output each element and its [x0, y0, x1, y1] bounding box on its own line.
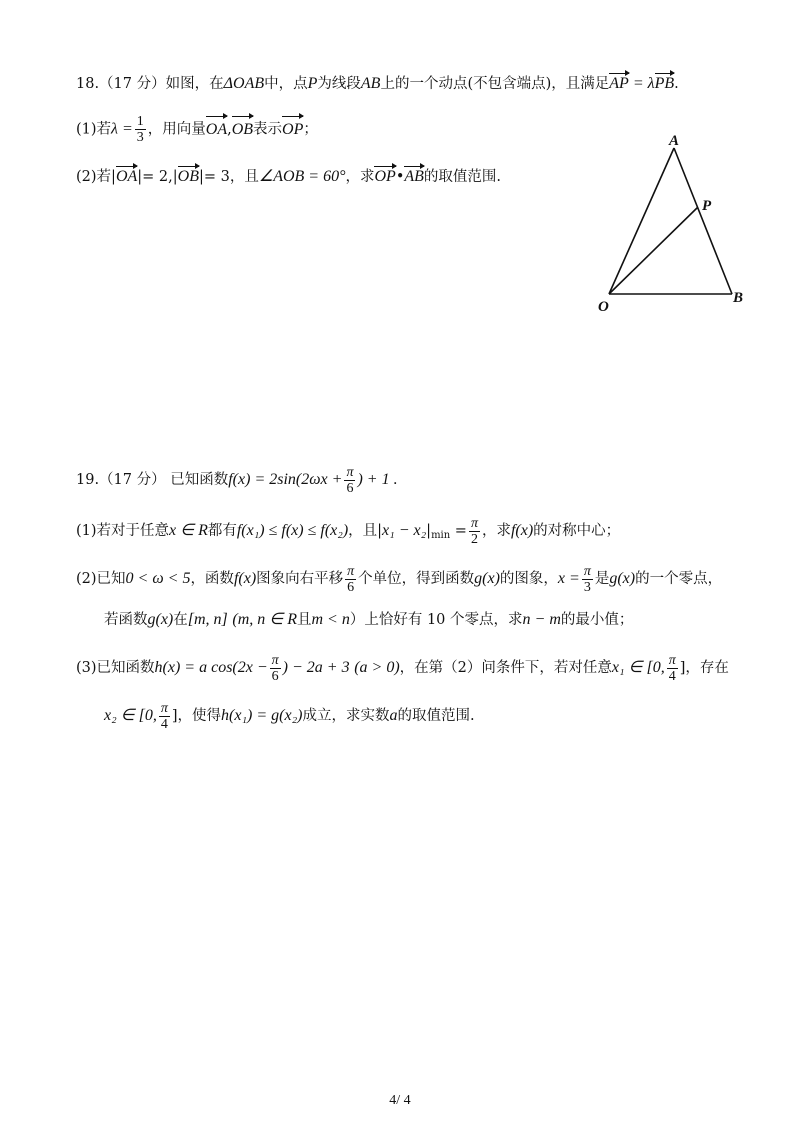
label-o: O	[598, 299, 609, 315]
q18-p1-text: ，用向量	[147, 121, 206, 138]
q19-p2-text: (2)已知	[76, 571, 126, 587]
q19-p2-math: 0 < ω < 5	[125, 570, 191, 587]
q19-p1-text: (1)若对于任意	[76, 523, 170, 539]
q19-p3-math: (a > 0)	[354, 659, 400, 676]
q18-text: 上的一个动点(不包含端点)，且满足	[380, 76, 610, 92]
q18-lambda: λ =	[111, 120, 133, 138]
q19-p2-text: 是	[594, 571, 610, 587]
q18-text: 为线段	[317, 76, 361, 92]
fraction-pi-3	[582, 564, 593, 595]
vector-ob: OB	[178, 165, 199, 189]
q18-p1-text: ,	[227, 121, 232, 138]
q19-p3b-math: x₂ ∈ [0,	[104, 707, 157, 724]
frac-num: π	[271, 652, 279, 668]
q19-p2-math: g(x)	[609, 570, 636, 587]
q18-p2-text: 的取值范围.	[423, 169, 502, 185]
q18-number: 18.（17 分）如图，在	[76, 76, 224, 92]
q19-p3-text: ，在第（2）问条件下，若对任意	[399, 660, 612, 676]
q18-part2	[76, 165, 501, 189]
q18-text: 中，点	[264, 76, 308, 92]
frac-num: π	[583, 563, 591, 579]
q19-p1-text: |	[426, 523, 432, 539]
page-number: 4/ 4	[389, 1093, 411, 1108]
q19-part2	[76, 563, 722, 595]
angle-aob: ∠AOB = 60°	[258, 168, 346, 185]
label-b: B	[733, 290, 744, 306]
q19-p1-math: f(x₁) ≤ f(x) ≤ f(x₂)	[236, 522, 349, 539]
q19-p2-text: 个单位，得到函数	[358, 571, 475, 587]
frac-num: π	[668, 652, 676, 668]
frac-den: 3	[583, 579, 591, 595]
frac-den: 4	[668, 668, 676, 684]
triangle-figure	[580, 130, 760, 320]
q18-stem	[76, 72, 679, 96]
q19-p2b-text: ）上恰好有 10 个零点，求	[349, 612, 523, 628]
q19-p3b-text: 成立，求实数	[302, 708, 390, 724]
q19-p1-text: ，求	[481, 523, 511, 539]
q19-p1-math: x₁ − x₂	[382, 522, 427, 539]
frac-num: 1	[136, 114, 144, 129]
q19-p1-text: ，且|	[348, 523, 383, 539]
q19-stem	[76, 464, 398, 496]
q19-p2-math: x =	[557, 570, 580, 587]
q19-part1	[76, 515, 620, 552]
q18-triangle: ΔOAB	[223, 75, 265, 92]
vector-oa: OA	[116, 165, 137, 189]
frac-num: π	[347, 563, 355, 579]
q19-p1-text: =	[450, 523, 467, 539]
vector-pb: PB	[655, 72, 675, 96]
q18-p1-text: (1)若	[76, 121, 112, 138]
q19-p2b-math: g(x)	[147, 611, 174, 628]
q19-p3-math: x₁ ∈ [0,	[611, 659, 665, 676]
q19-part3	[76, 652, 729, 684]
q19-p2-text: 的图象，	[499, 571, 558, 587]
q19-p2b-math: (m, n ∈ R	[232, 611, 297, 628]
q19-p2-text: 图象向右平移	[256, 571, 344, 587]
fraction-pi-6	[344, 465, 355, 496]
q19-p3-text: ]，存在	[679, 660, 729, 676]
function-h: h(x) = a cos(2x −	[154, 659, 268, 676]
q19-p2b-text: 若函数	[104, 612, 148, 628]
fraction-pi-6	[345, 564, 356, 595]
frac-den: 6	[347, 579, 355, 595]
q19-p3-text: (3)已知函数	[76, 660, 155, 676]
q19-p2b-math: n − m	[522, 611, 561, 628]
function-h-end: ) − 2a + 3	[282, 659, 350, 676]
q19-p1-math: f(x)	[510, 522, 534, 539]
q18-eq: = λ	[628, 75, 655, 92]
fraction-pi-4	[667, 653, 678, 684]
q18-p2-text: |= 2,|	[137, 169, 178, 185]
q18-segment-ab: AB	[360, 75, 381, 92]
q19-p3b-math: h(x₁) = g(x₂)	[221, 707, 303, 724]
frac-den: 3	[136, 130, 144, 145]
q19-p2-math: g(x)	[474, 570, 500, 587]
side-oa	[609, 148, 674, 294]
q19-number: 19.（17 分） 已知函数	[76, 472, 229, 488]
label-a: A	[669, 133, 680, 149]
frac-den: 2	[470, 531, 478, 547]
q19-p3b-text: 的取值范围.	[397, 708, 475, 724]
q18-p1-text: ；	[303, 121, 318, 138]
function-f-end: ) + 1 .	[357, 471, 398, 488]
q19-p3b-math: a	[389, 707, 398, 724]
fraction-pi-2	[469, 516, 480, 547]
q18-p2-text: |= 3，且	[198, 169, 259, 185]
fraction-pi-4	[159, 701, 170, 732]
frac-num: π	[160, 700, 168, 716]
min-subscript: min	[431, 530, 451, 541]
vector-oa: OA	[206, 115, 227, 145]
q18-text: .	[674, 76, 679, 92]
q19-p2-text: ，函数	[190, 571, 234, 587]
function-f: f(x) = 2sin(2ωx +	[228, 471, 343, 488]
dot-product: •	[395, 169, 405, 185]
vector-op: OP	[282, 115, 303, 145]
frac-num: π	[346, 464, 354, 480]
fraction-one-third	[135, 114, 146, 145]
q19-p2b-math: m < n	[311, 611, 350, 628]
q19-p2b-text: 且	[296, 612, 312, 628]
frac-den: 6	[346, 480, 354, 496]
q19-part2-cont	[104, 608, 633, 632]
vector-op: OP	[374, 165, 395, 189]
q19-p1-text: 的对称中心；	[533, 523, 621, 539]
vector-ap: AP	[609, 72, 629, 96]
q19-p2b-text: 的最小值；	[560, 612, 634, 628]
q19-p3b-text: ]，使得	[171, 708, 222, 724]
q18-p2-text: ，求	[345, 169, 375, 185]
frac-den: 4	[160, 716, 168, 732]
q19-part3-cont	[104, 700, 475, 732]
q18-point-p: P	[307, 75, 318, 92]
segment-op	[609, 207, 698, 294]
label-p: P	[702, 198, 712, 214]
frac-num: π	[470, 515, 478, 531]
q19-p1-text: 都有	[207, 523, 237, 539]
q19-p2b-text: 在	[173, 612, 188, 628]
q18-p1-text: 表示	[253, 121, 283, 138]
vector-ob: OB	[232, 115, 253, 145]
q19-p2-math: f(x)	[233, 570, 257, 587]
q18-part1	[76, 114, 318, 145]
vector-ab: AB	[404, 165, 424, 189]
frac-den: 6	[271, 668, 279, 684]
q19-p2-text: 的一个零点，	[635, 571, 723, 587]
q18-p2-text: (2)若|	[76, 169, 116, 185]
q19-p1-math: x ∈ R	[169, 522, 208, 539]
q19-p2b-math: [m, n]	[187, 611, 228, 628]
fraction-pi-6	[270, 653, 281, 684]
